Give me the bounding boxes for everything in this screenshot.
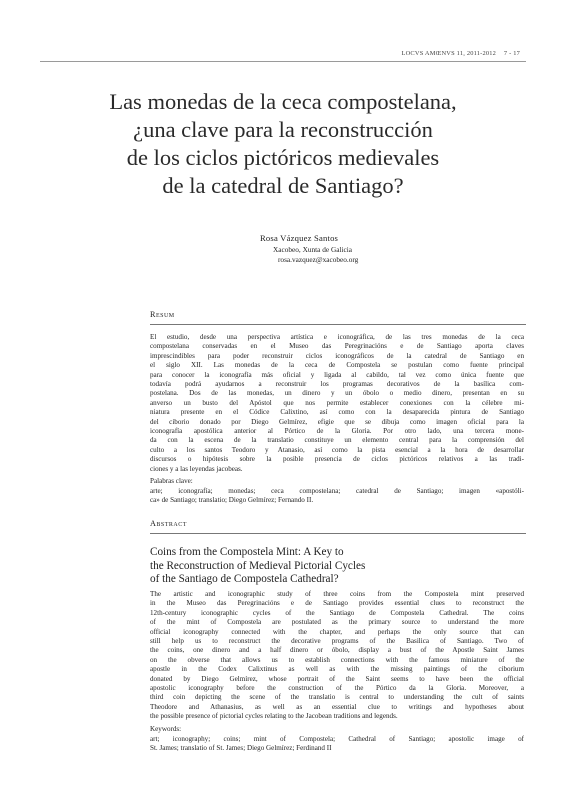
abstract-heading: Abstract xyxy=(150,519,187,528)
abstract-line: the coins, one dinero and a half dinero or óbolo, display a bust of the Apostle Saint James xyxy=(150,646,524,655)
resum-rule xyxy=(150,324,526,325)
resum-keywords-label: Palabras clave: xyxy=(150,477,193,485)
author-email[interactable]: rosa.vazquez@xacobeo.org xyxy=(278,255,359,264)
title-line: de los ciclos pictóricos medievales xyxy=(126,145,440,170)
english-title-line: of the Santiago de Compostela Cathedral? xyxy=(150,573,339,585)
abstract-line: donated by Diego Gelmírez, whose portrait of the Saint seems to have been the official xyxy=(150,674,524,683)
resum-body xyxy=(150,333,524,474)
article-title xyxy=(40,88,526,200)
abstract-body xyxy=(150,590,524,722)
abstract-line: Theodore and Athanasius, as well as an essential clue to writings and hypotheses about xyxy=(150,702,524,711)
abstract-line: of the mint of Compostela are postulated as the primary source to understand the more xyxy=(150,618,524,627)
resum-line: compostelana conservadas en el Museo das Peregrinacións e de Santiago aporta claves xyxy=(150,342,524,351)
abstract-line: still help us to reconstruct the decorative programs of the Basilica of Santiago. Two of xyxy=(150,637,524,646)
abstract-line: The artistic and iconographic study of three coins from the Compostela mint preserved xyxy=(150,590,524,598)
abstract-line: the possible presence of pictorial cycles relating to the Jacobean traditions and legends. xyxy=(150,712,398,721)
resum-line: niatura presente en el Códice Calixtino, así como con la desaparecida pintura de Santiago xyxy=(150,408,524,417)
abstract-line: 12th-century iconographic cycles of the Santiago de Compostela Cathedral. The coins xyxy=(150,608,524,617)
abstract-keywords-label: Keywords: xyxy=(150,725,182,733)
abstract-line: apostle in the Codex Calixtinus as well as with the missing paintings of the ciborium xyxy=(150,665,524,674)
resum-line: el siglo XII. Las monedas de la ceca de Compostela se postulan como fuente principal xyxy=(150,361,524,370)
resum-line: imprescindibles para poder reconstruir ciclos iconográficos de la catedral de Santiago en xyxy=(150,351,524,360)
journal-name: LOCVS AMŒNVS 11, 2011-2012 xyxy=(401,50,497,57)
keywords-line: art; iconography; coins; mint of Compostela; Cathedral of Santiago; apostolic image of xyxy=(150,735,524,743)
abstract-line: on the obverse that allows us to establish connections with the famous miniature of the xyxy=(150,655,524,664)
abstract-line: in the Museo das Peregrinacións e de Santiago provides essential clues to reconstruct the xyxy=(150,599,524,608)
resum-line: anverso un busto del Apóstol que nos permite establecer conexiones con la célebre mi- xyxy=(150,398,524,407)
resum-line: culto a los santos Teodoro y Atanasio, así como la pista esencial a la hora de desarrollar xyxy=(150,445,524,454)
resum-line: del ciborio donado por Diego Gelmírez, efigie que se dibuja como imagen oficial para la xyxy=(150,417,524,426)
keywords-line: ca» de Santiago; translatio; Diego Gelmírez; Fernando II. xyxy=(150,496,314,505)
abstract-line: official iconography connected with the chapter, and perhaps the only source that can xyxy=(150,627,524,636)
author-name: Rosa Vázquez Santos xyxy=(260,233,339,243)
author-block xyxy=(258,233,358,265)
resum-line: iconografía apostólica anterior al Pórtico de la Gloria. Por otro lado, una tercera mone- xyxy=(150,427,524,436)
abstract-line: apostolic iconography before the construction of the Pórtico da la Gloria. Moreover, a xyxy=(150,684,524,693)
header-rule xyxy=(40,61,526,62)
keywords-line: St. James; translatio of St. James; Diego Gelmírez; Ferdinand II xyxy=(150,744,332,753)
resum-line: discursos o hipótesis sobre la posible presencia de ciclos pictóricos relativos a las tradi- xyxy=(150,455,524,464)
resum-line: todavía podrá ayudarnos a reconstruir los programas decorativos de la basílica com- xyxy=(150,380,524,389)
resum-line: ciones y a las leyendas jacobeas. xyxy=(150,464,243,473)
abstract-rule xyxy=(150,533,526,534)
resum-line: para conocer la iconografía más oficial y ligada al cabildo, tal vez como única fuente que xyxy=(150,370,524,379)
abstract-keywords xyxy=(150,735,524,754)
english-title-line: Coins from the Compostela Mint: A Key to xyxy=(150,546,344,558)
title-line: ¿una clave para la reconstrucción xyxy=(133,117,433,142)
resum-line: El estudio, desde una perspectiva artística e iconográfica, de las tres monedas de la ceca xyxy=(150,333,524,341)
title-line: Las monedas de la ceca compostelana, xyxy=(109,89,457,114)
english-title-line: the Reconstruction of Medieval Pictorial Cycles xyxy=(150,559,366,572)
running-head xyxy=(402,50,520,57)
resum-keywords xyxy=(150,487,524,506)
resum-line: postelana. Dos de las monedas, un dinero y un óbolo o medio dinero, presentan en su xyxy=(150,389,524,398)
resum-line: da con la escena de la translatio constituye un elemento central para la comprensión del xyxy=(150,436,524,445)
english-title xyxy=(150,546,365,587)
resum-heading: Resum xyxy=(150,310,175,319)
abstract-line: third coin depicting the scene of the translatio is central to understanding the cult of saints xyxy=(150,693,524,702)
page-range: 7 - 17 xyxy=(503,50,520,57)
keywords-line: arte; iconografía; monedas; ceca compostelana; catedral de Santiago; imagen «apostóli- xyxy=(150,487,524,495)
title-line: de la catedral de Santiago? xyxy=(162,173,404,198)
author-affiliation: Xacobeo, Xunta de Galicia xyxy=(273,245,353,254)
